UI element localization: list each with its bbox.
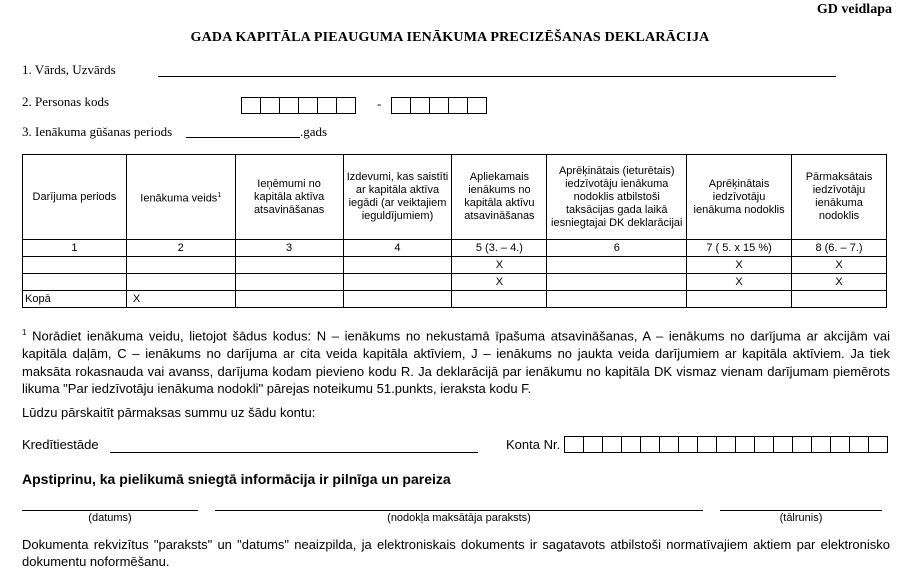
- table-number-row: [23, 240, 887, 257]
- table-cell[interactable]: [547, 291, 687, 308]
- footnote-mark: 1: [22, 328, 27, 337]
- col-header-taxable-income: Apliekamais ienākums no kapitāla aktīvu atsavināšanas: [452, 155, 547, 240]
- period-year-field[interactable]: [186, 137, 300, 138]
- col-header-overpaid-tax: Pārmaksātais iedzīvotāju ienākuma nodoklis: [792, 155, 887, 240]
- footnote: [22, 324, 890, 398]
- total-label: Kopā: [23, 291, 127, 308]
- col-number: 2: [126, 240, 235, 257]
- table-cell[interactable]: [235, 274, 343, 291]
- table-cell[interactable]: [792, 291, 887, 308]
- table-cell[interactable]: [343, 274, 452, 291]
- table-cell[interactable]: [235, 291, 343, 308]
- period-suffix: .gads: [300, 124, 328, 139]
- col-number: 8 (6. – 7.): [792, 240, 887, 257]
- signature-caption: (nodokļa maksātāja paraksts): [387, 512, 531, 524]
- table-cell[interactable]: [547, 257, 687, 274]
- phone-caption: (tālrunis): [779, 512, 823, 524]
- table-cell: X: [687, 257, 792, 274]
- table-cell[interactable]: [452, 291, 547, 308]
- period-label: 3. Ienākuma gūšanas periods: [22, 124, 173, 139]
- table-row: [23, 257, 887, 274]
- form-id: GD veidlapa: [816, 2, 892, 17]
- table-cell: X: [452, 274, 547, 291]
- col-number: 6: [547, 240, 687, 257]
- col-number: 4: [343, 240, 452, 257]
- institution-label: Kredītiestāde: [22, 437, 99, 452]
- table-cell[interactable]: [235, 257, 343, 274]
- table-cell[interactable]: [687, 291, 792, 308]
- table-header-row: [23, 155, 887, 240]
- col-number: 3: [235, 240, 343, 257]
- col-number: 5 (3. – 4.): [452, 240, 547, 257]
- date-caption: (datums): [88, 512, 132, 524]
- name-field[interactable]: [158, 76, 836, 77]
- footnote-text: Norādiet ienākuma veidu, lietojot šādus kodus: N – ienākums no nekustamā īpašuma atsavināšanas, A – ienākums no darījuma ar akcijām vai kapitāla daļām, C – ienākums no darījuma ar cita veida kapitāla aktīviem, J – ienākums no jaukta veida darījumiem ar kapitāla aktīviem. Ja tiek maksāta rokasnauda vai avanss, darījuma kodam pievieno kodu R. Ja deklarācijā par ienākumu no kapitāla DK vismaz vienam darījumam piemērots likuma "Par iedzīvotāju ienākuma nodokli" pārejas noteikumu 51.punkts, ieraksta kodu F.: [22, 328, 890, 397]
- col-header-calculated-tax: Aprēķinātais iedzīvotāju ienākuma nodoklis: [687, 155, 792, 240]
- account-number-field[interactable]: [564, 436, 888, 453]
- table-cell: X: [452, 257, 547, 274]
- table-cell[interactable]: [126, 274, 235, 291]
- table-cell[interactable]: [23, 257, 127, 274]
- table-cell: X: [792, 257, 887, 274]
- table-cell[interactable]: [23, 274, 127, 291]
- footnote-ref: 1: [217, 191, 222, 199]
- table-cell[interactable]: [343, 257, 452, 274]
- page-title: GADA KAPITĀLA PIEAUGUMA IENĀKUMA PRECIZĒŠANAS DEKLARĀCIJA: [190, 30, 710, 45]
- table-total-row: [23, 291, 887, 308]
- col-header-income-type: Ienākuma veids$^1$: [126, 155, 235, 240]
- personal-code-label: 2. Personas kods: [22, 94, 110, 109]
- table-cell[interactable]: [547, 274, 687, 291]
- table-cell[interactable]: [126, 257, 235, 274]
- col-header-withheld-tax: Aprēķinātais (ieturētais) iedzīvotāju ienākuma nodoklis atbilstoši taksācijas gada laikā iesniegtajai DK deklarācijai: [547, 155, 687, 240]
- col-number: 7 ( 5. x 15 %): [687, 240, 792, 257]
- institution-field[interactable]: [110, 452, 478, 453]
- date-field[interactable]: [22, 510, 198, 511]
- confirmation-text: Apstiprinu, ka pielikumā sniegtā informācija ir pilnīga un pareiza: [22, 471, 451, 487]
- col-number: 1: [23, 240, 127, 257]
- account-label: Konta Nr.: [506, 437, 561, 452]
- table-cell: X: [687, 274, 792, 291]
- name-label: 1. Vārds, Uzvārds: [22, 62, 116, 77]
- declaration-table: [22, 154, 887, 308]
- col-header-revenue: Ieņēmumi no kapitāla aktīva atsavināšanas: [235, 155, 343, 240]
- table-cell: X: [792, 274, 887, 291]
- transfer-request: Lūdzu pārskaitīt pārmaksas summu uz šādu kontu:: [22, 405, 316, 420]
- col-header-expenses: Izdevumi, kas saistīti ar kapitāla aktīva iegādi (ar veiktajiem ieguldījumiem): [343, 155, 452, 240]
- closing-note: Dokumenta rekvizītus "paraksts" un "datums" neaizpilda, ja elektroniskais dokuments ir sagatavots atbilstoši normatīvajiem aktiem par elektronisko dokumentu noformēšanu.: [22, 537, 890, 569]
- phone-field[interactable]: [720, 510, 882, 511]
- col-header-period: Darījuma periods: [23, 155, 127, 240]
- personal-code-part2[interactable]: [391, 97, 487, 114]
- table-row: [23, 274, 887, 291]
- table-cell[interactable]: [343, 291, 452, 308]
- personal-code-part1[interactable]: [241, 97, 356, 114]
- table-cell: X: [126, 291, 235, 308]
- personal-code-separator: -: [377, 96, 382, 111]
- signature-field[interactable]: [215, 510, 703, 511]
